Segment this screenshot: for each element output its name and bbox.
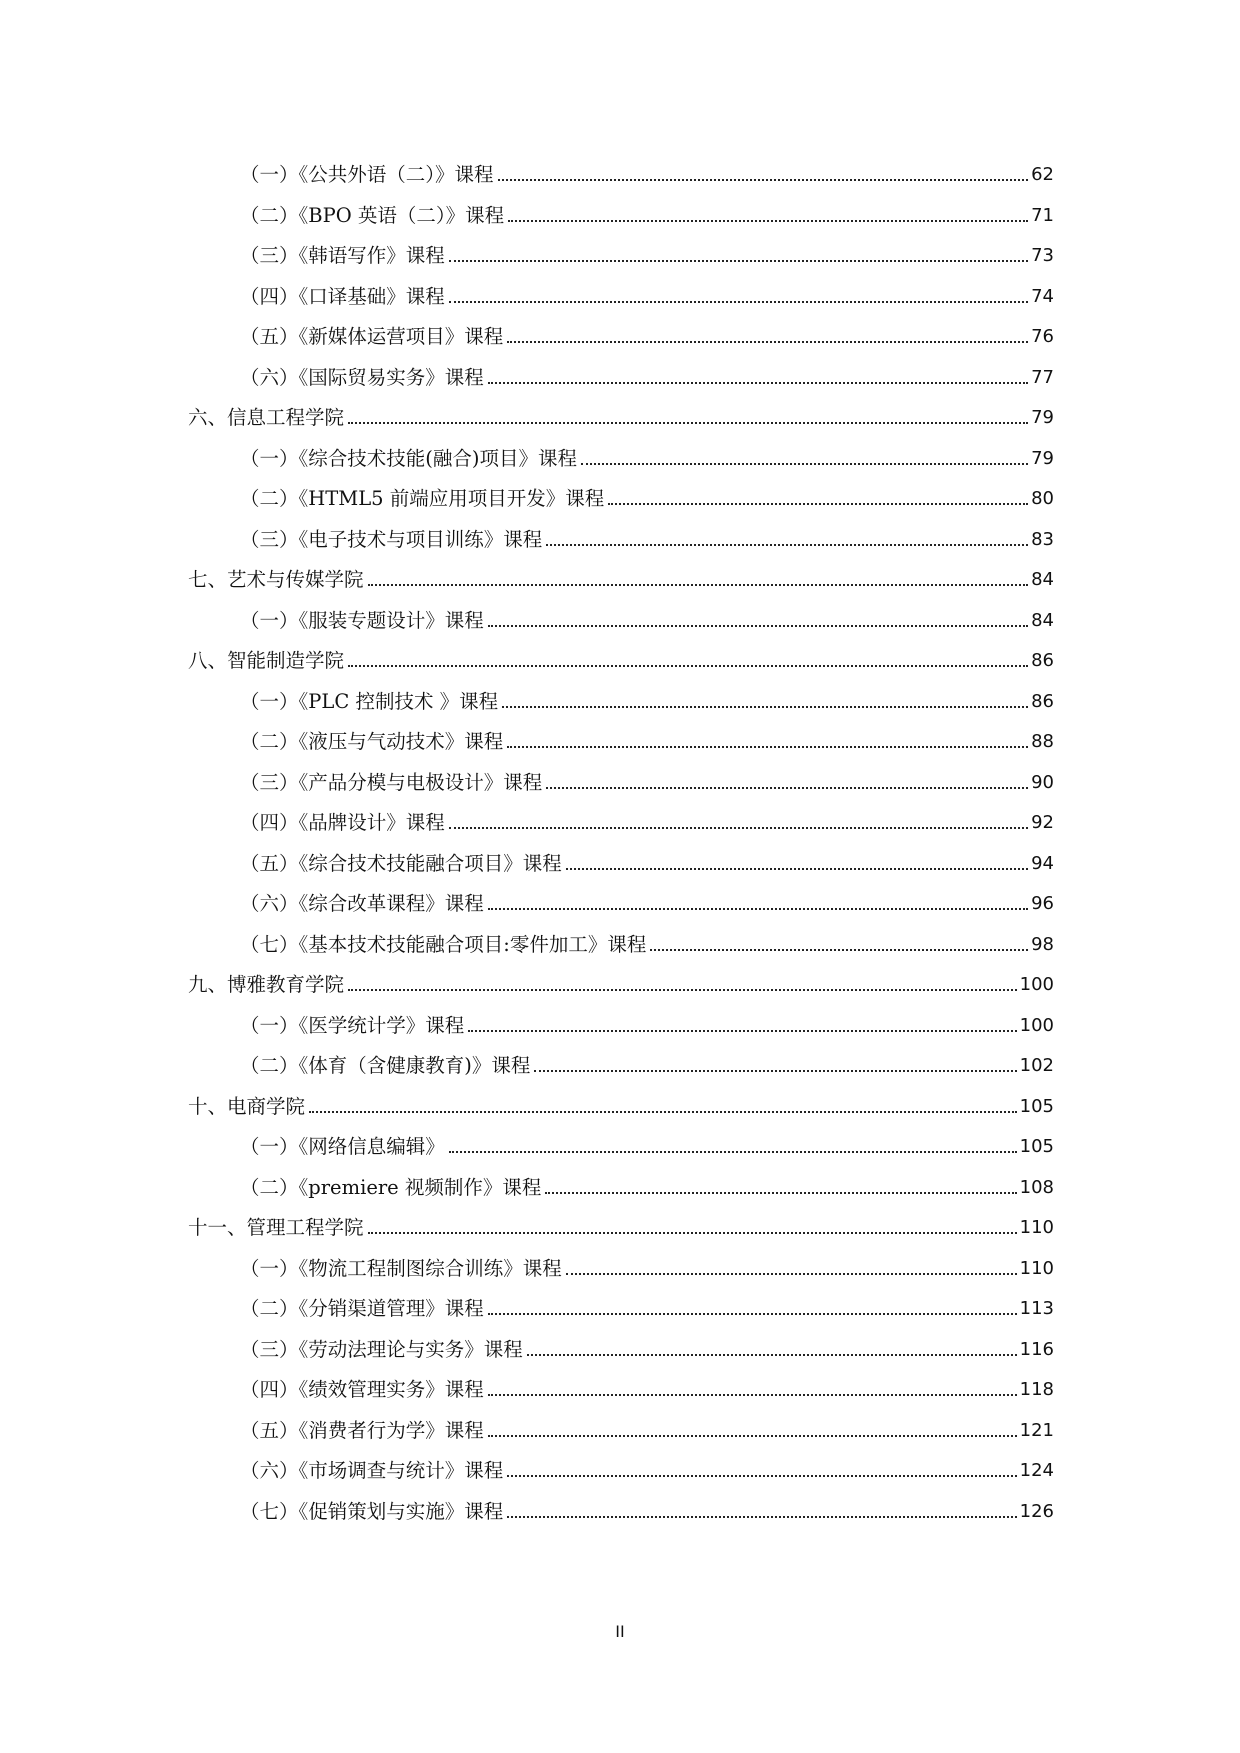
- toc-entry-title: （四）《口译基础》课程: [240, 284, 445, 308]
- toc-dot-leader: [507, 1475, 1016, 1477]
- toc-entry-title: （五）《综合技术技能融合项目》课程: [240, 851, 562, 875]
- toc-dot-leader: [507, 1516, 1016, 1518]
- toc-entry-title: （四）《品牌设计》课程: [240, 811, 445, 834]
- toc-dot-leader: [449, 301, 1028, 303]
- toc-dot-leader: [546, 544, 1028, 546]
- toc-dot-leader: [581, 463, 1028, 465]
- toc-dot-leader: [488, 382, 1028, 384]
- toc-course-entry[interactable]: [240, 233, 1054, 267]
- toc-entry-page-number: 110: [1019, 1217, 1054, 1238]
- toc-entry-page-number: 71: [1031, 204, 1054, 226]
- toc-course-entry[interactable]: [240, 719, 1054, 753]
- toc-entry-title: （一）《服装专题设计》课程: [240, 608, 484, 632]
- page-number: II: [615, 1622, 625, 1641]
- toc-entry-page-number: 76: [1031, 326, 1054, 347]
- toc-dot-leader: [488, 625, 1028, 627]
- toc-entry-title: 十、电商学院: [188, 1094, 306, 1118]
- toc-entry-title: （六）《国际贸易实务》课程: [240, 365, 484, 389]
- toc-entry-title: （三）《韩语写作》课程: [240, 244, 445, 267]
- toc-entry-page-number: 102: [1019, 1055, 1054, 1076]
- toc-course-entry[interactable]: [240, 1489, 1054, 1523]
- toc-section-entry[interactable]: [188, 962, 1054, 996]
- toc-entry-title: （六）《综合改革课程》课程: [240, 892, 484, 915]
- toc-dot-leader: [449, 827, 1028, 829]
- toc-dot-leader: [488, 908, 1028, 910]
- toc-entry-page-number: 74: [1031, 285, 1054, 307]
- toc-course-entry[interactable]: [240, 679, 1054, 713]
- toc-course-entry[interactable]: [240, 355, 1054, 389]
- toc-course-entry[interactable]: [240, 476, 1054, 510]
- toc-course-entry[interactable]: [240, 1327, 1054, 1361]
- toc-dot-leader: [488, 1394, 1017, 1396]
- toc-entry-title: （一）《公共外语（二）》课程: [240, 163, 494, 186]
- toc-course-entry[interactable]: [240, 1408, 1054, 1442]
- toc-dot-leader: [498, 179, 1029, 181]
- toc-entry-page-number: 73: [1031, 245, 1054, 266]
- toc-dot-leader: [507, 746, 1028, 748]
- toc-entry-page-number: 62: [1031, 164, 1054, 185]
- toc-entry-page-number: 98: [1031, 933, 1054, 955]
- toc-entry-title: （二）《BPO 英语（二）》课程: [240, 203, 505, 227]
- toc-entry-title: （七）《基本技术技能融合项目:零件加工》课程: [240, 932, 647, 956]
- toc-course-entry[interactable]: [240, 1448, 1054, 1482]
- toc-entry-page-number: 92: [1031, 812, 1054, 833]
- toc-dot-leader: [608, 503, 1028, 505]
- toc-dot-leader: [449, 260, 1028, 262]
- toc-course-entry[interactable]: [240, 193, 1054, 227]
- toc-dot-leader: [368, 1232, 1017, 1234]
- toc-entry-title: （一）《综合技术技能(融合)项目》课程: [240, 446, 577, 470]
- toc-entry-page-number: 116: [1019, 1338, 1054, 1360]
- toc-course-entry[interactable]: [240, 1367, 1054, 1401]
- toc-dot-leader: [468, 1030, 1016, 1032]
- toc-entry-page-number: 100: [1019, 974, 1054, 995]
- toc-entry-page-number: 96: [1031, 893, 1054, 914]
- toc-entry-page-number: 126: [1019, 1500, 1054, 1522]
- toc-entry-title: （二）《premiere 视频制作》课程: [240, 1175, 542, 1199]
- toc-dot-leader: [348, 989, 1017, 991]
- toc-entry-page-number: 77: [1031, 366, 1054, 388]
- toc-entry-page-number: 118: [1019, 1379, 1054, 1400]
- toc-dot-leader: [449, 1151, 1017, 1153]
- toc-entry-page-number: 79: [1031, 447, 1054, 469]
- toc-entry-page-number: 110: [1019, 1257, 1054, 1279]
- toc-course-entry[interactable]: [240, 841, 1054, 875]
- toc-dot-leader: [348, 665, 1028, 667]
- toc-course-entry[interactable]: [240, 152, 1054, 186]
- toc-entry-page-number: 113: [1019, 1298, 1054, 1319]
- toc-dot-leader: [534, 1070, 1016, 1072]
- toc-course-entry[interactable]: [240, 1286, 1054, 1320]
- toc-entry-page-number: 84: [1031, 609, 1054, 631]
- toc-entry-title: 八、智能制造学院: [188, 649, 345, 672]
- toc-dot-leader: [650, 949, 1028, 951]
- toc-entry-title: 十一、管理工程学院: [188, 1216, 364, 1239]
- toc-course-entry[interactable]: [240, 598, 1054, 632]
- toc-dot-leader: [488, 1435, 1017, 1437]
- toc-entry-page-number: 83: [1031, 528, 1054, 550]
- toc-entry-title: 六、信息工程学院: [188, 406, 345, 429]
- toc-section-entry[interactable]: [188, 1084, 1054, 1118]
- toc-section-entry[interactable]: [188, 1205, 1054, 1239]
- toc-course-entry[interactable]: [240, 760, 1054, 794]
- toc-dot-leader: [545, 1192, 1016, 1194]
- toc-entry-page-number: 88: [1031, 731, 1054, 752]
- toc-entry-title: （三）《产品分模与电极设计》课程: [240, 770, 543, 794]
- toc-entry-title: （一）《网络信息编辑》: [240, 1135, 445, 1158]
- toc-entry-page-number: 105: [1019, 1095, 1054, 1117]
- toc-entry-title: （二）《分销渠道管理》课程: [240, 1297, 484, 1320]
- toc-dot-leader: [566, 868, 1028, 870]
- toc-dot-leader: [368, 584, 1029, 586]
- toc-entry-page-number: 100: [1019, 1014, 1054, 1036]
- toc-section-entry[interactable]: [188, 638, 1054, 672]
- toc-entry-title: （三）《电子技术与项目训练》课程: [240, 527, 543, 551]
- toc-entry-title: （七）《促销策划与实施》课程: [240, 1499, 504, 1523]
- toc-course-entry[interactable]: [240, 1003, 1054, 1037]
- toc-entry-page-number: 86: [1031, 690, 1054, 712]
- toc-course-entry[interactable]: [240, 314, 1054, 348]
- toc-entry-title: （二）《液压与气动技术》课程: [240, 730, 504, 753]
- toc-entry-title: （五）《新媒体运营项目》课程: [240, 325, 504, 348]
- toc-entry-page-number: 108: [1019, 1176, 1054, 1198]
- toc-entry-page-number: 121: [1019, 1419, 1054, 1441]
- toc-course-entry[interactable]: [240, 881, 1054, 915]
- toc-entry-page-number: 80: [1031, 488, 1054, 509]
- toc-course-entry[interactable]: [240, 274, 1054, 308]
- toc-dot-leader: [507, 341, 1028, 343]
- toc-dot-leader: [546, 787, 1028, 789]
- toc-entry-title: （二）《体育（含健康教育)》课程: [240, 1054, 531, 1077]
- toc-dot-leader: [348, 422, 1028, 424]
- toc-entry-title: （一）《物流工程制图综合训练》课程: [240, 1256, 562, 1280]
- toc-dot-leader: [309, 1111, 1017, 1113]
- toc-dot-leader: [566, 1273, 1017, 1275]
- toc-entry-title: （三）《劳动法理论与实务》课程: [240, 1337, 523, 1361]
- toc-dot-leader: [502, 706, 1028, 708]
- toc-course-entry[interactable]: [240, 1246, 1054, 1280]
- toc-entry-title: 七、艺术与传媒学院: [188, 568, 364, 591]
- toc-entry-page-number: 124: [1019, 1460, 1054, 1481]
- toc-entry-title: （六）《市场调查与统计》课程: [240, 1459, 504, 1482]
- toc-entry-page-number: 105: [1019, 1136, 1054, 1157]
- toc-entry-title: （一）《PLC 控制技术 》课程: [240, 689, 499, 713]
- toc-course-entry[interactable]: [240, 1124, 1054, 1158]
- toc-course-entry[interactable]: [240, 517, 1054, 551]
- toc-entry-title: （五）《消费者行为学》课程: [240, 1418, 484, 1442]
- toc-course-entry[interactable]: [240, 436, 1054, 470]
- toc-course-entry[interactable]: [240, 1043, 1054, 1077]
- toc-entry-page-number: 86: [1031, 650, 1054, 671]
- toc-entry-title: （二）《HTML5 前端应用项目开发》课程: [240, 487, 605, 510]
- toc-entry-title: （一）《医学统计学》课程: [240, 1013, 465, 1037]
- toc-entry-page-number: 79: [1031, 407, 1054, 428]
- toc-dot-leader: [488, 1313, 1017, 1315]
- toc-dot-leader: [527, 1354, 1017, 1356]
- toc-course-entry[interactable]: [240, 1165, 1054, 1199]
- toc-course-entry[interactable]: [240, 800, 1054, 834]
- toc-entry-page-number: 90: [1031, 771, 1054, 793]
- toc-entry-page-number: 94: [1031, 852, 1054, 874]
- toc-entry-title: 九、博雅教育学院: [188, 973, 345, 996]
- toc-section-entry[interactable]: [188, 395, 1054, 429]
- toc-course-entry[interactable]: [240, 922, 1054, 956]
- toc-entry-title: （四）《绩效管理实务》课程: [240, 1378, 484, 1401]
- toc-entry-page-number: 84: [1031, 569, 1054, 590]
- toc-dot-leader: [508, 220, 1028, 222]
- toc-section-entry[interactable]: [188, 557, 1054, 591]
